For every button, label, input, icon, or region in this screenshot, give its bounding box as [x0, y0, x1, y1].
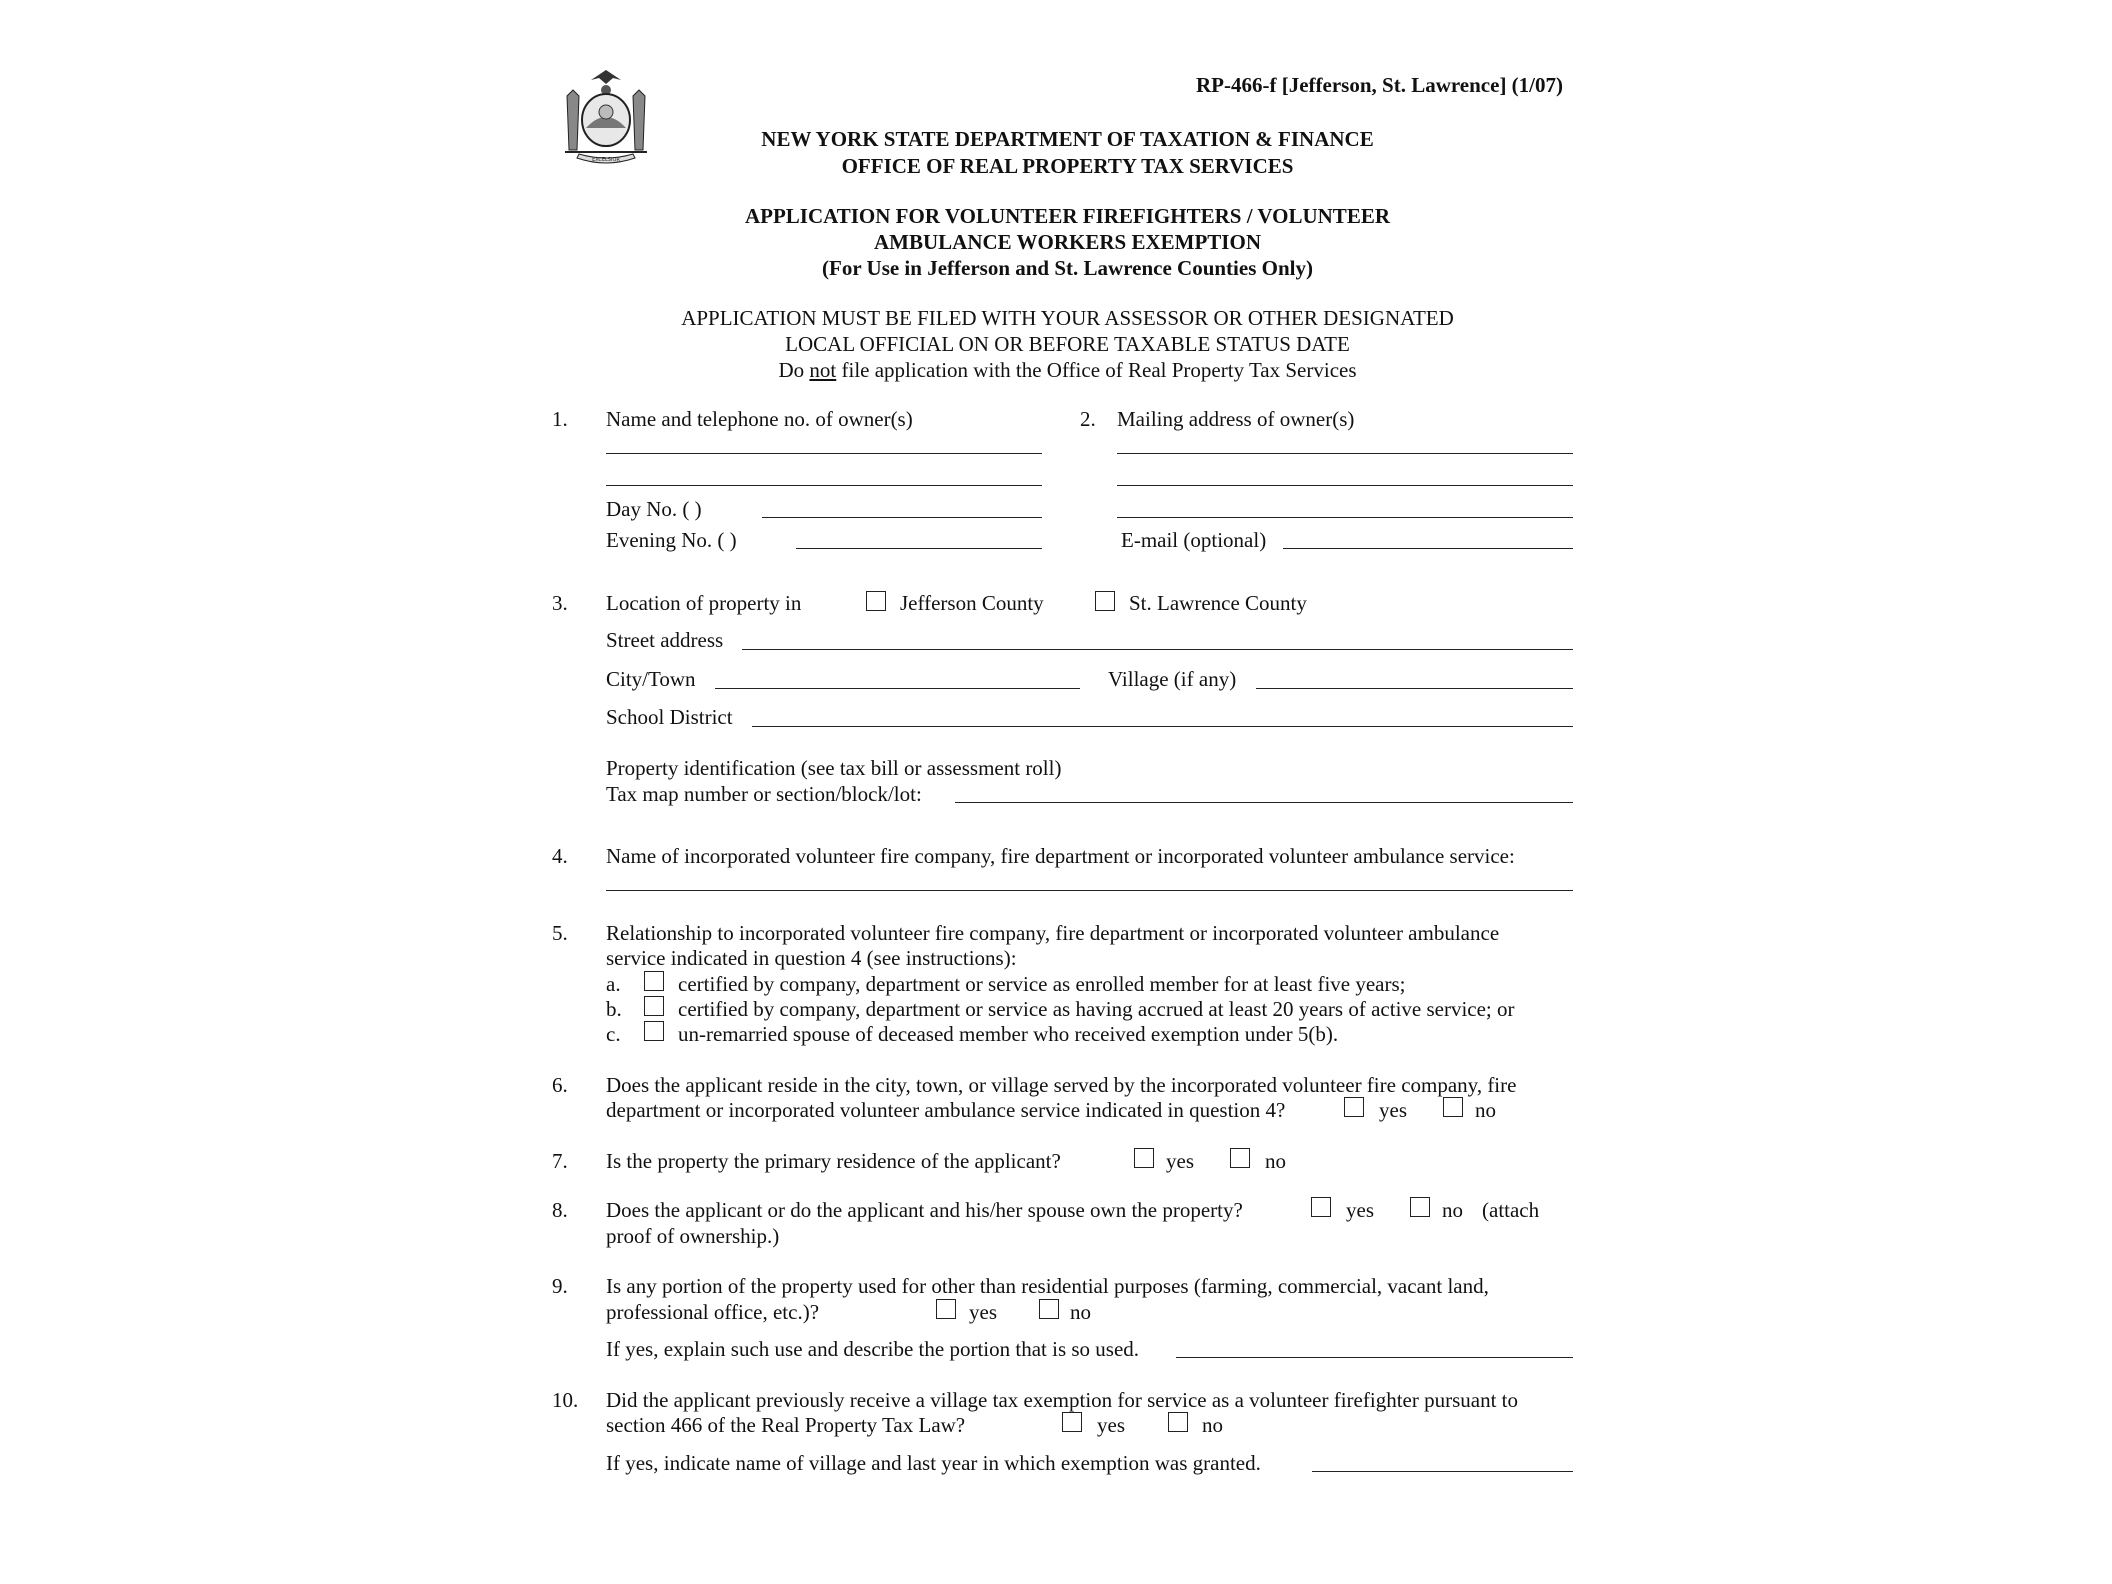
agency-line-2: OFFICE OF REAL PROPERTY TAX SERVICES — [841, 154, 1294, 178]
q6-number: 6. — [552, 1073, 568, 1097]
q9-yes-checkbox[interactable] — [936, 1299, 956, 1319]
mailing-address-line-1[interactable] — [1117, 453, 1573, 454]
q8-label: Does the applicant or do the applicant and his/her spouse own the property? — [606, 1198, 1243, 1222]
q6-yes-label: yes — [1379, 1098, 1407, 1122]
q1-label: Name and telephone no. of owner(s) — [606, 407, 913, 431]
mailing-address-line-3[interactable] — [1117, 517, 1573, 518]
q5-c-letter: c. — [606, 1022, 621, 1046]
q10-no-label: no — [1202, 1413, 1223, 1437]
owner-name-line-2[interactable] — [606, 485, 1042, 486]
property-id-label: Property identification (see tax bill or assessment roll) — [606, 756, 1062, 780]
q6-line-2: department or incorporated volunteer ambulance service indicated in question 4? — [606, 1098, 1286, 1122]
notice-line-2: LOCAL OFFICIAL ON OR BEFORE TAXABLE STATUS DATE — [785, 332, 1350, 356]
owner-name-line-1[interactable] — [606, 453, 1042, 454]
q5-b-checkbox[interactable] — [644, 996, 664, 1016]
q9-explain-label: If yes, explain such use and describe the portion that is so used. — [606, 1337, 1140, 1361]
q9-no-label: no — [1070, 1300, 1091, 1324]
q9-number: 9. — [552, 1274, 568, 1298]
q10-no-checkbox[interactable] — [1168, 1412, 1188, 1432]
q5-a-text: certified by company, department or service as enrolled member for at least five years; — [678, 972, 1406, 996]
notice-line-1: APPLICATION MUST BE FILED WITH YOUR ASSESSOR OR OTHER DESIGNATED — [681, 306, 1454, 330]
q10-number: 10. — [552, 1388, 579, 1412]
city-town-label: City/Town — [606, 667, 696, 691]
email-label: E-mail (optional) — [1121, 528, 1267, 552]
q4-label: Name of incorporated volunteer fire company, fire department or incorporated volunteer ambulance service: — [606, 844, 1515, 868]
q6-yes-checkbox[interactable] — [1344, 1097, 1364, 1117]
q7-yes-checkbox[interactable] — [1134, 1148, 1154, 1168]
q10-yes-label: yes — [1097, 1413, 1125, 1437]
agency-line-1: NEW YORK STATE DEPARTMENT OF TAXATION & FINANCE — [761, 127, 1374, 151]
street-address-line[interactable] — [742, 649, 1573, 650]
school-district-label: School District — [606, 705, 733, 729]
q1-number: 1. — [552, 407, 568, 431]
q5-line-1: Relationship to incorporated volunteer fire company, fire department or incorporated volunteer ambulance — [606, 921, 1500, 945]
mailing-address-line-2[interactable] — [1117, 485, 1573, 486]
fire-company-name-line[interactable] — [606, 890, 1573, 891]
svg-text:EXCELSIOR: EXCELSIOR — [592, 157, 620, 163]
tax-map-label: Tax map number or section/block/lot: — [606, 782, 922, 806]
q7-number: 7. — [552, 1149, 568, 1173]
q9-yes-label: yes — [969, 1300, 997, 1324]
email-line[interactable] — [1283, 548, 1573, 549]
form-code: RP-466-f [Jefferson, St. Lawrence] (1/07) — [1196, 73, 1564, 97]
q10-line-2: section 466 of the Real Property Tax Law? — [606, 1413, 966, 1437]
q5-number: 5. — [552, 921, 568, 945]
q5-b-text: certified by company, department or service as having accrued at least 20 years of active service; or — [678, 997, 1515, 1021]
q4-number: 4. — [552, 844, 568, 868]
day-phone-label: Day No. ( ) — [606, 497, 702, 521]
jefferson-county-checkbox[interactable] — [866, 591, 886, 611]
city-town-line[interactable] — [715, 688, 1080, 689]
school-district-line[interactable] — [752, 726, 1573, 727]
q9-line-2: professional office, etc.)? — [606, 1300, 820, 1324]
q8-number: 8. — [552, 1198, 568, 1222]
q9-explain-line[interactable] — [1176, 1357, 1573, 1358]
evening-phone-line[interactable] — [796, 548, 1042, 549]
q9-line-1: Is any portion of the property used for other than residential purposes (farming, commercial, vacant land, — [606, 1274, 1489, 1298]
title-line-2: AMBULANCE WORKERS EXEMPTION — [874, 230, 1261, 254]
tax-map-line[interactable] — [955, 802, 1573, 803]
q9-no-checkbox[interactable] — [1039, 1299, 1059, 1319]
jefferson-county-label: Jefferson County — [900, 591, 1044, 615]
q5-a-checkbox[interactable] — [644, 971, 664, 991]
street-address-label: Street address — [606, 628, 724, 652]
q7-no-checkbox[interactable] — [1230, 1148, 1250, 1168]
day-phone-line[interactable] — [762, 517, 1042, 518]
st-lawrence-county-label: St. Lawrence County — [1129, 591, 1307, 615]
title-line-1: APPLICATION FOR VOLUNTEER FIREFIGHTERS / VOLUNTEER — [744, 204, 1390, 228]
q7-label: Is the property the primary residence of the applicant? — [606, 1149, 1061, 1173]
q5-c-checkbox[interactable] — [644, 1021, 664, 1041]
village-label: Village (if any) — [1108, 667, 1237, 691]
q8-yes-label: yes — [1346, 1198, 1374, 1222]
q8-no-label: no — [1442, 1198, 1463, 1222]
q5-line-2: service indicated in question 4 (see instructions): — [606, 946, 1017, 970]
evening-phone-label: Evening No. ( ) — [606, 528, 737, 552]
q10-line-1: Did the applicant previously receive a village tax exemption for service as a volunteer firefighter pursuant to — [606, 1388, 1518, 1412]
q7-yes-label: yes — [1166, 1149, 1194, 1173]
st-lawrence-county-checkbox[interactable] — [1095, 591, 1115, 611]
q10-yes-checkbox[interactable] — [1062, 1412, 1082, 1432]
q2-label: Mailing address of owner(s) — [1117, 407, 1355, 431]
q8-attach-label: (attach — [1482, 1198, 1540, 1222]
q2-number: 2. — [1080, 407, 1096, 431]
q5-c-text: un-remarried spouse of deceased member who received exemption under 5(b). — [678, 1022, 1339, 1046]
title-line-3: (For Use in Jefferson and St. Lawrence Counties Only) — [822, 256, 1313, 280]
q5-a-letter: a. — [606, 972, 621, 996]
q6-line-1: Does the applicant reside in the city, town, or village served by the incorporated volunteer fire company, fire — [606, 1073, 1517, 1097]
notice-line-3: Do not file application with the Office of Real Property Tax Services — [778, 358, 1357, 382]
q10-village-label: If yes, indicate name of village and last year in which exemption was granted. — [606, 1451, 1261, 1475]
new-york-state-seal — [553, 66, 659, 168]
village-line[interactable] — [1256, 688, 1573, 689]
q3-label: Location of property in — [606, 591, 802, 615]
q6-no-label: no — [1475, 1098, 1496, 1122]
q6-no-checkbox[interactable] — [1443, 1097, 1463, 1117]
q7-no-label: no — [1265, 1149, 1286, 1173]
q8-no-checkbox[interactable] — [1410, 1197, 1430, 1217]
q5-b-letter: b. — [606, 997, 622, 1021]
q10-village-line[interactable] — [1312, 1471, 1573, 1472]
q8-yes-checkbox[interactable] — [1311, 1197, 1331, 1217]
q3-number: 3. — [552, 591, 568, 615]
q8-line-2: proof of ownership.) — [606, 1224, 780, 1248]
